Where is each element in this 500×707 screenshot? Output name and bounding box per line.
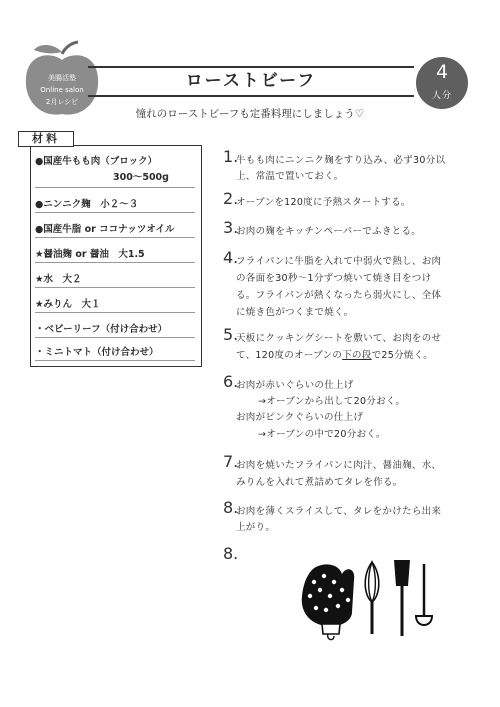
step-text: る。フライパンが熱くなったら弱火にし、全体 (236, 290, 442, 301)
step-text-part: て、120度のオーブンの (236, 350, 343, 361)
spatula-icon (394, 560, 410, 636)
badge-line-3: 2月レシピ (45, 98, 79, 106)
badge-line-1: 美腸活塾 (48, 74, 76, 82)
servings-badge (416, 57, 468, 109)
ingredient-text: ●国産牛もも肉（ブロック） (35, 156, 158, 167)
divider (35, 312, 195, 313)
step-text: お肉を薄くスライスして、タレをかけたら出来 (236, 506, 442, 517)
ingredient-item: ・ベビーリーフ（付け合わせ） (35, 324, 168, 335)
step-text: 牛もも肉にニンニク麹をすり込み、必ず30分以 (236, 155, 446, 166)
servings-number: 4 (435, 61, 449, 83)
divider (35, 360, 195, 361)
divider (35, 337, 195, 338)
step-number: 2. (223, 189, 239, 208)
step-text: 天板にクッキングシートを敷いて、お肉をのせ (236, 333, 442, 344)
step-text: みりんを入れて煮詰めてタレを作る。 (236, 477, 403, 488)
step-text: →オーブンから出して20分おく。 (258, 396, 406, 407)
servings-unit: 人分 (431, 91, 452, 101)
ingredient-item (35, 153, 195, 183)
step-text: の各面を30秒〜1分ずつ焼いて焼き目をつけ (236, 273, 432, 284)
step-number: 4. (223, 248, 239, 267)
ingredient-item: ★醤油麹 or 醤油 大1.5 (35, 249, 145, 260)
ingredient-amount: 300〜500g (113, 172, 169, 183)
step-text: お肉が赤いぐらいの仕上げ (236, 380, 354, 391)
step-number: 8. (223, 544, 239, 563)
step-text: に焼き色がつくまで焼く。 (236, 307, 354, 318)
whisk-icon (365, 562, 379, 634)
divider (35, 212, 195, 213)
ingredient-item: ・ミニトマト（付け合わせ） (35, 347, 159, 358)
oven-mitt-icon (302, 564, 355, 639)
step-number: 5. (223, 325, 239, 344)
ingredient-item: ●ニンニク麹 小２〜３ (35, 199, 139, 210)
step-text: オーブンを120度に予熱スタートする。 (236, 197, 411, 208)
subtitle: 憧れのローストビーフも定番料理にしましょう♡ (135, 108, 365, 120)
ingredient-item: ★水 大２ (35, 274, 82, 285)
step-text-underlined: 下の段 (342, 350, 372, 361)
step-text: 上、常温で置いておく。 (236, 171, 344, 182)
step-number: 8. (223, 498, 239, 517)
ingredient-item: ●国産牛脂 or ココナッツオイル (35, 224, 175, 235)
ladle-icon (416, 564, 432, 625)
divider (35, 187, 195, 188)
kitchen-tools-illustration (292, 556, 442, 644)
step-text: 上がり。 (236, 522, 276, 533)
step-text: フライパンに牛脂を入れて中弱火で熱し、お肉 (236, 256, 442, 267)
step-text-part: で25分焼く。 (371, 350, 434, 361)
ingredients-heading: 材料 (32, 132, 60, 145)
step-text: →オーブンの中で20分おく。 (258, 429, 386, 440)
step-text (236, 347, 476, 361)
step-number: 3. (223, 218, 239, 237)
ingredient-item: ★みりん 大１ (35, 299, 101, 310)
step-text: お肉がピンクぐらいの仕上げ (236, 412, 364, 423)
divider (35, 287, 195, 288)
page-title: ローストビーフ (185, 71, 317, 91)
divider (35, 262, 195, 263)
title-banner (88, 66, 414, 97)
step-text: お肉を焼いたフライパンに肉汁、醤油麹、水、 (236, 460, 442, 471)
step-number: 1. (223, 147, 239, 166)
divider (35, 237, 195, 238)
ingredients-tab (18, 131, 74, 147)
badge-line-2: Online salon (40, 86, 84, 94)
step-text: お肉の麹をキッチンペーパーでふきとる。 (236, 226, 422, 237)
step-number: 6. (223, 372, 239, 391)
step-number: 7. (223, 452, 239, 471)
